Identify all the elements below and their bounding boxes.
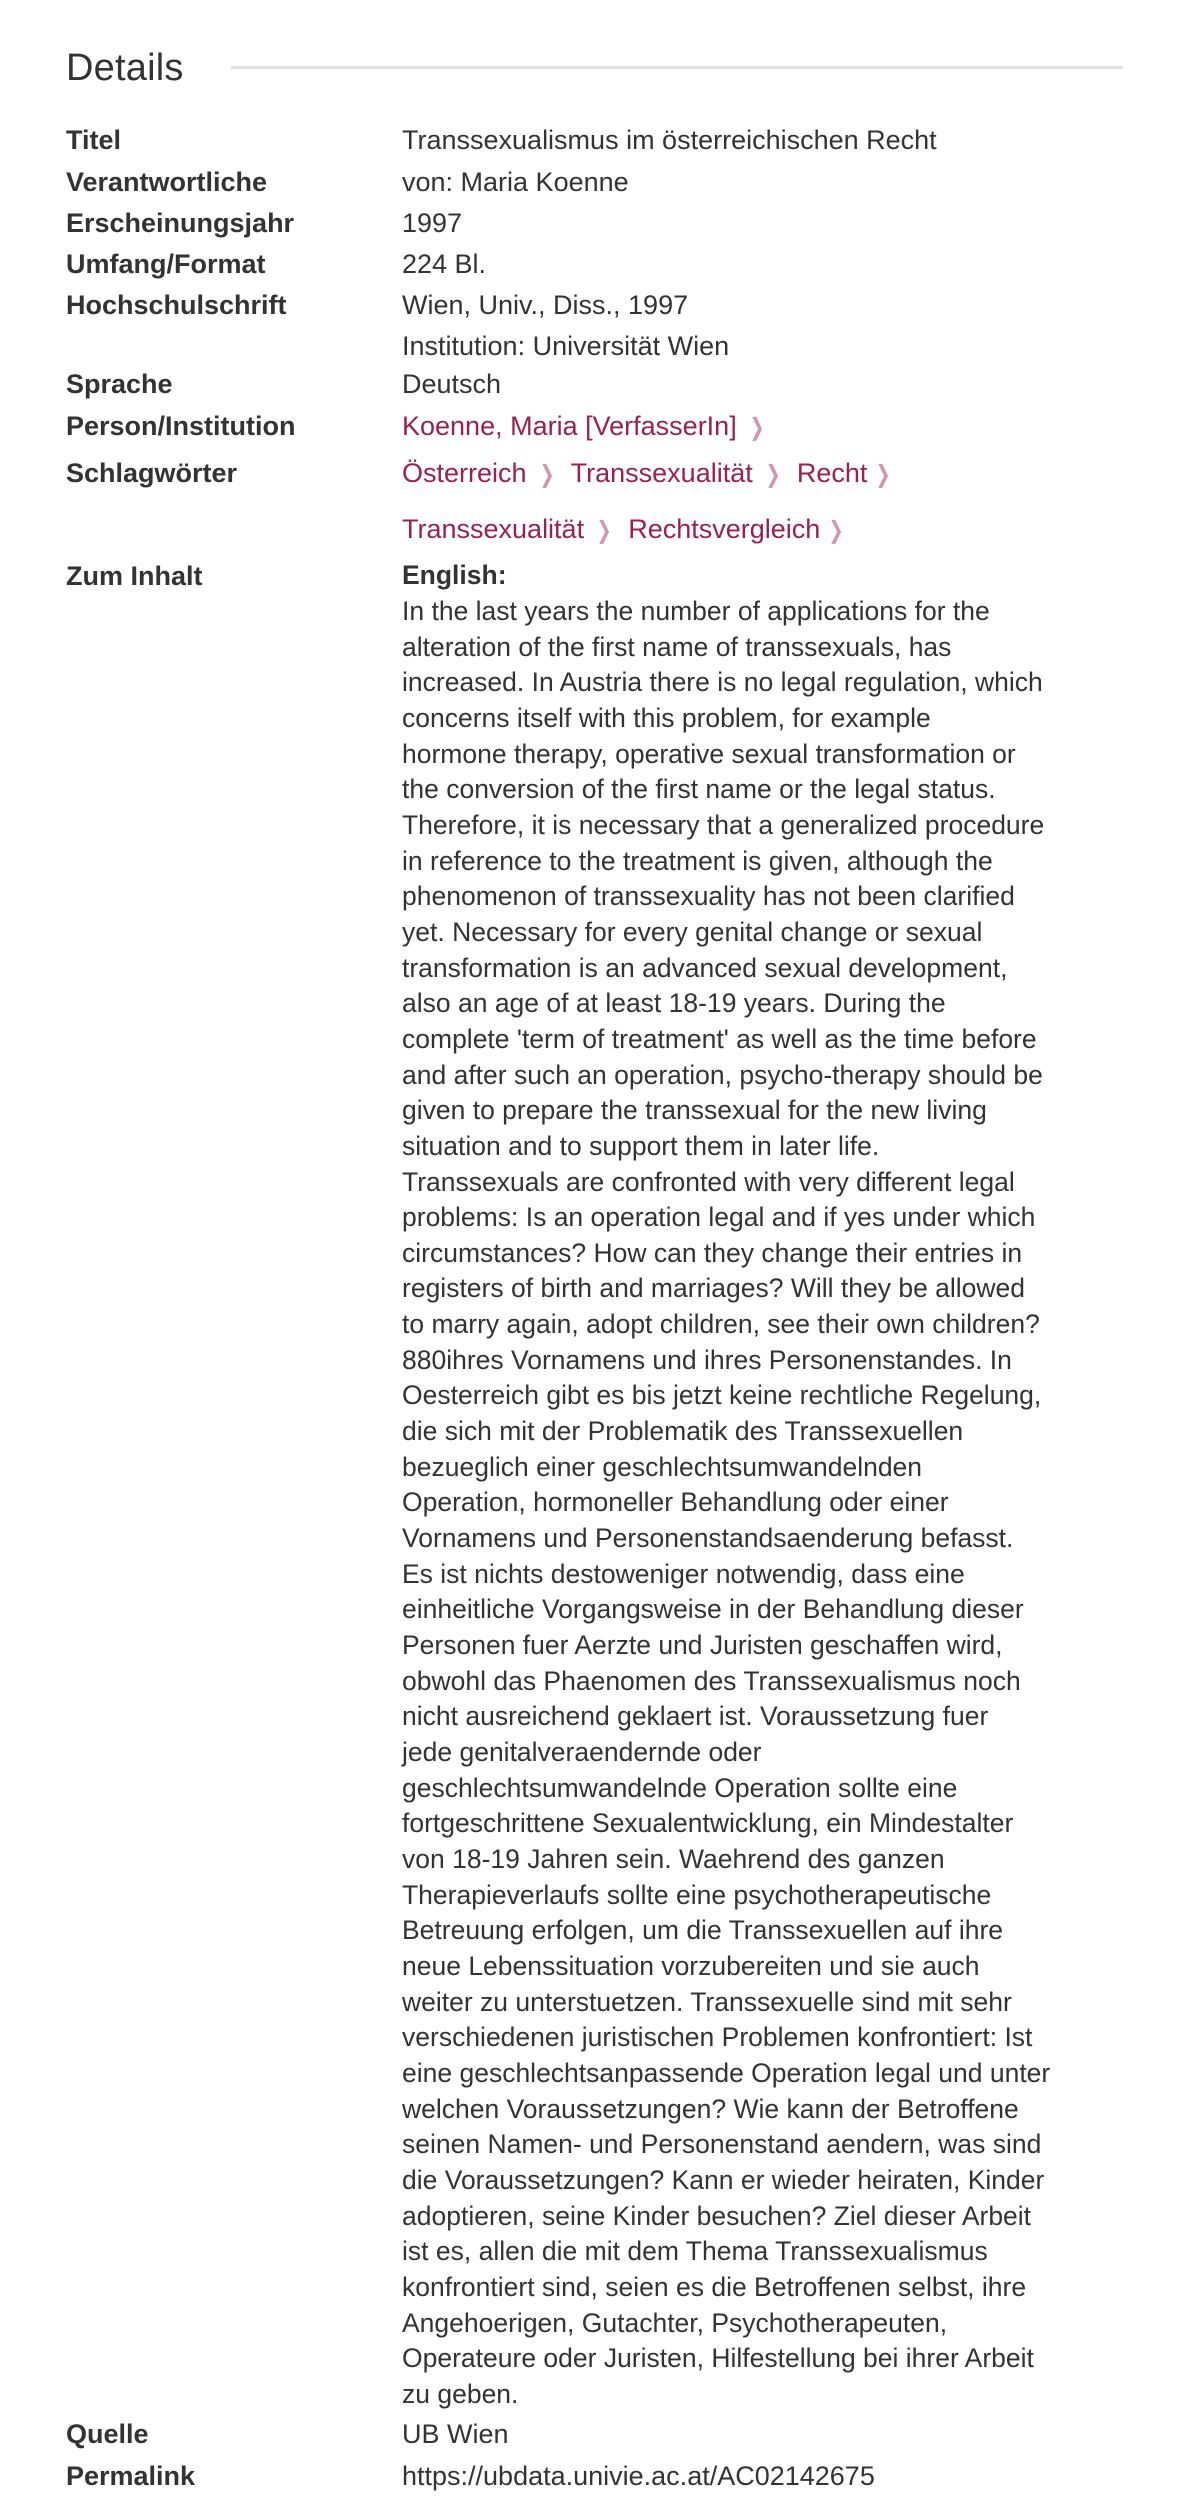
abstract-line: transformation is an advanced sexual development, [402, 952, 1008, 983]
abstract-line: complete 'term of treatment' as well as the time before [402, 1023, 1037, 1054]
person-surname-link[interactable]: Koenne [402, 411, 496, 441]
keyword-link[interactable]: Rechtsvergleich [628, 514, 821, 544]
abstract-line: also an age of at least 18-19 years. During the [402, 988, 946, 1019]
abstract-line: Therapieverlaufs sollte eine psychotherapeutische [402, 1879, 992, 1910]
abstract-line: zu geben. [402, 2378, 519, 2409]
abstract-line: yet. Necessary for every genital change or sexual [402, 916, 983, 947]
language-value: Deutsch [402, 369, 502, 399]
abstract-line: Personen fuer Aerzte und Juristen geschaffen wird, [402, 1630, 1003, 1661]
field-label: Hochschulschrift [66, 290, 287, 320]
abstract-text [402, 556, 1162, 2412]
keyword-chain [402, 509, 860, 551]
abstract-line: adoptieren, seine Kinder besuchen? Ziel dieser Arbeit [402, 2200, 1032, 2231]
thesis-note: Wien, Univ., Diss., 1997 [402, 290, 689, 320]
title-value: Transsexualismus im österreichischen Recht [402, 125, 937, 155]
chevron-right-icon[interactable]: ❯ [875, 461, 892, 488]
abstract-line: increased. In Austria there is no legal regulation, which [402, 667, 1043, 698]
abstract-body [402, 594, 1162, 2412]
abstract-line: ist es, allen die mit dem Thema Transsexualismus [402, 2236, 988, 2267]
details-section-header [66, 38, 1124, 98]
abstract-line: circumstances? How can they change their entries in [402, 1237, 1023, 1268]
abstract-line: die sich mit der Problematik des Transsexuellen [402, 1416, 964, 1447]
abstract-line: In the last years the number of applications for the [402, 596, 990, 626]
permalink-value[interactable]: https://ubdata.univie.ac.at/AC02142675 [402, 2461, 875, 2491]
chevron-right-icon: ❯ [596, 517, 612, 544]
chevron-right-icon: ❯ [765, 461, 781, 488]
abstract-line: situation and to support them in later life. [402, 1130, 880, 1161]
abstract-line: welchen Voraussetzungen? Wie kann der Betroffene [402, 2093, 1019, 2124]
chevron-right-icon: ❯ [539, 461, 555, 488]
person-role: [VerfasserIn] [577, 411, 737, 441]
abstract-line: to marry again, adopt children, see their own children? [402, 1309, 1040, 1340]
field-label: Umfang/Format [66, 249, 266, 279]
responsible-value [402, 162, 1152, 203]
abstract-line: Operateure oder Juristen, Hilfestellung bei ihrer Arbeit [402, 2343, 1034, 2374]
abstract-line: eine geschlechtsanpassende Operation legal und unter [402, 2057, 1051, 2088]
extent-value: 224 Bl. [402, 249, 487, 279]
abstract-line: einheitliche Vorgangsweise in der Behandlung dieser [402, 1594, 1024, 1625]
thesis-value [402, 285, 1152, 367]
keyword-link[interactable]: Österreich [402, 458, 527, 488]
abstract-line: concerns itself with this problem, for example [402, 702, 931, 733]
source-value: UB Wien [402, 2419, 509, 2449]
field-label: Quelle [66, 2419, 149, 2449]
year-value: 1997 [402, 208, 463, 238]
abstract-line: the conversion of the first name or the legal status. [402, 774, 996, 805]
abstract-line: alteration of the first name of transsexuals, has [402, 631, 952, 662]
abstract-line: seinen Namen- und Personenstand aendern, was sind [402, 2129, 1042, 2160]
abstract-line: nicht ausreichend geklaert ist. Voraussetzung fuer [402, 1701, 989, 1732]
abstract-line: Operation, hormoneller Behandlung oder einer [402, 1487, 949, 1518]
abstract-line: neue Lebenssituation vorzubereiten und sie auch [402, 1950, 980, 1981]
keyword-link[interactable]: Recht [796, 458, 868, 488]
person-separator: , [495, 411, 511, 441]
abstract-line: Vornamens und Personenstandsaenderung befasst. [402, 1523, 1014, 1554]
person-value [402, 406, 1152, 448]
abstract-line: Angehoerigen, Gutachter, Psychotherapeuten, [402, 2307, 948, 2338]
field-label: Schlagwörter [66, 458, 238, 488]
field-label: Titel [66, 125, 122, 155]
abstract-line: fortgeschrittene Sexualentwicklung, ein Mindestalter [402, 1808, 1014, 1839]
abstract-line: jede genitalveraendernde oder [402, 1737, 762, 1767]
person-firstname-link[interactable]: Maria [510, 411, 578, 441]
abstract-line: weiter zu unterstuetzen. Transsexuelle sind mit sehr [402, 1986, 1012, 2017]
abstract-line: 880ihres Vornamens und ihres Personenstandes. In [402, 1344, 1012, 1375]
abstract-line: Transsexuals are confronted with very different legal [402, 1166, 1015, 1197]
abstract-line: Betreuung erfolgen, um die Transsexuellen auf ihre [402, 1915, 1004, 1946]
field-label: Zum Inhalt [66, 561, 203, 591]
abstract-line: given to prepare the transsexual for the new living [402, 1095, 987, 1126]
keyword-chain [402, 453, 908, 495]
abstract-line: die Voraussetzungen? Kann er wieder heiraten, Kinder [402, 2164, 1045, 2195]
keyword-link[interactable]: Transsexualität [402, 514, 585, 544]
field-label: Person/Institution [66, 411, 296, 441]
abstract-line: and after such an operation, psycho-therapy should be [402, 1059, 1043, 1090]
abstract-line: Es ist nichts destoweniger notwendig, dass eine [402, 1558, 965, 1589]
details-heading: Details [66, 47, 184, 89]
field-label: Erscheinungsjahr [66, 208, 295, 238]
abstract-line: Therefore, it is necessary that a generalized procedure [402, 809, 1045, 840]
author-link[interactable]: Maria Koenne [460, 167, 629, 197]
heading-divider [231, 66, 1123, 69]
abstract-line: Oesterreich gibt es bis jetzt keine rechtliche Regelung, [402, 1380, 1042, 1411]
field-label: Verantwortliche [66, 167, 268, 197]
abstract-line: problems: Is an operation legal and if yes under which [402, 1202, 1036, 1233]
abstract-language-heading: English: [402, 560, 507, 590]
author-prefix: von: [402, 167, 461, 197]
abstract-line: von 18-19 Jahren sein. Waehrend des ganzen [402, 1843, 945, 1874]
abstract-line: registers of birth and marriages? Will they be allowed [402, 1273, 1026, 1304]
abstract-line: bezueglich einer geschlechtsumwandelnden [402, 1451, 923, 1482]
abstract-line: geschlechtsumwandelnde Operation sollte eine [402, 1772, 958, 1803]
field-label: Permalink [66, 2461, 196, 2491]
thesis-institution: Institution: Universität Wien [402, 331, 730, 361]
keyword-link[interactable]: Transsexualität [570, 458, 753, 488]
abstract-line: konfrontiert sind, seien es die Betroffenen selbst, ihre [402, 2271, 1027, 2302]
abstract-line: phenomenon of transsexuality has not been clarified [402, 881, 1015, 912]
field-label: Sprache [66, 369, 173, 399]
chevron-right-icon[interactable]: ❯ [749, 414, 765, 441]
abstract-line: hormone therapy, operative sexual transformation or [402, 738, 1016, 769]
abstract-line: verschiedenen juristischen Problemen konfrontiert: Ist [402, 2022, 1033, 2053]
chevron-right-icon[interactable]: ❯ [828, 517, 844, 544]
abstract-line: in reference to the treatment is given, although the [402, 845, 993, 876]
abstract-line: obwohl das Phaenomen des Transsexualismus noch [402, 1665, 1021, 1696]
